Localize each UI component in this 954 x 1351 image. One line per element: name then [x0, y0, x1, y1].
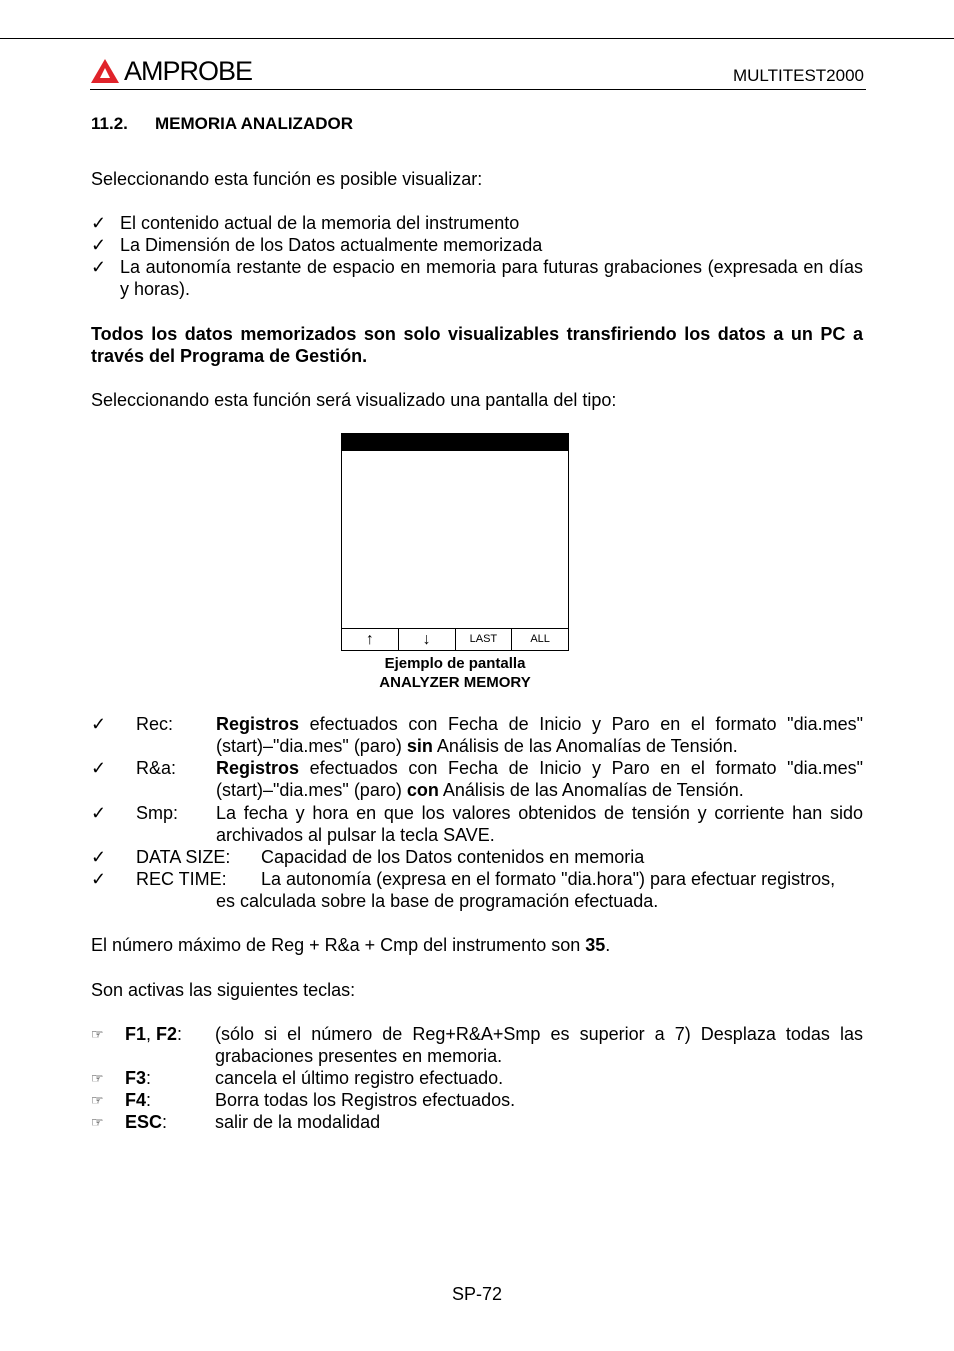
check-icon: ✓ — [91, 803, 107, 823]
check-icon: ✓ — [91, 758, 107, 778]
model-name: MULTITEST2000 — [732, 66, 864, 85]
definition-rectime-cont: es calculada sobre la base de programación efectuada. — [216, 891, 659, 911]
section-number: 11.2. — [91, 114, 128, 133]
intro-paragraph: Seleccionando esta función es posible visualizar: — [91, 169, 483, 189]
softkey-all: ALL — [530, 633, 550, 645]
check-list — [91, 212, 863, 300]
key-f3: ☞ F3: cancela el último registro efectuado. — [91, 1068, 504, 1088]
page-number: SP-72 — [451, 1284, 503, 1304]
check-icon: ✓ — [91, 847, 107, 867]
list-item: ✓ El contenido actual de la memoria del instrumento — [91, 213, 520, 233]
screen-intro: Seleccionando esta función será visualizado una pantalla del tipo: — [91, 390, 617, 410]
check-icon: ✓ — [91, 869, 107, 889]
section-heading: MEMORIA ANALIZADOR — [155, 114, 353, 133]
screen-softkeys — [342, 628, 568, 650]
check-icon: ✓ — [91, 257, 107, 277]
check-icon: ✓ — [91, 235, 107, 255]
brand-logo — [90, 56, 252, 86]
screen-example — [341, 433, 569, 651]
screen-caption: Ejemplo de pantalla ANALYZER MEMORY — [379, 655, 531, 691]
definition-smp: ✓ Smp: La fecha y hora en que los valores obtenidos de tensión y corriente han sido archivados al pulsar la tecla SAVE. — [91, 803, 863, 845]
header-rule — [90, 89, 866, 90]
section-title — [91, 114, 353, 134]
pointing-hand-icon: ☞ — [91, 1092, 104, 1108]
check-icon: ✓ — [91, 213, 107, 233]
pointing-hand-icon: ☞ — [91, 1026, 104, 1042]
list-item: ✓ La autonomía restante de espacio en memoria para futuras grabaciones (expresada en días y horas). — [91, 257, 863, 299]
softkey-down: ↓ — [399, 629, 456, 650]
note-bold: Todos los datos memorizados son solo visualizables transfiriendo los datos a un PC a través del Programa de Gestión. — [91, 324, 863, 366]
definition-rec: ✓ Rec: Registros efectuados con Fecha de Inicio y Paro en el formato "dia.mes" (start)–"dia.mes" (paro) sin Análisis de las Anomalías de Tensión. — [91, 714, 863, 756]
brand-name: AMPROBE — [124, 55, 253, 86]
key-f1-f2: ☞ F1, F2: (sólo si el número de Reg+R&A+Smp es superior a 7) Desplaza todas las grabaciones presentes en memoria. — [91, 1024, 863, 1066]
top-rule — [0, 38, 954, 39]
pointing-hand-icon: ☞ — [91, 1070, 104, 1086]
softkey-last: LAST — [456, 629, 513, 650]
definition-datasize: ✓ DATA SIZE: Capacidad de los Datos contenidos en memoria — [91, 847, 645, 867]
max-paragraph: El número máximo de Reg + R&a + Cmp del instrumento son 35. — [91, 935, 611, 955]
warning-triangle-icon — [90, 58, 120, 84]
key-f4: ☞ F4: Borra todas los Registros efectuados. — [91, 1090, 516, 1110]
key-esc: ☞ ESC: salir de la modalidad — [91, 1112, 381, 1132]
softkey-up: ↑ — [342, 629, 399, 650]
check-icon: ✓ — [91, 714, 107, 734]
definition-rectime: ✓ REC TIME: La autonomía (expresa en el formato "dia.hora") para efectuar registros, — [91, 869, 836, 889]
list-item: ✓ La Dimensión de los Datos actualmente memorizada — [91, 235, 543, 255]
definition-ra: ✓ R&a: Registros efectuados con Fecha de Inicio y Paro en el formato "dia.mes" (start)–"dia.mes" (paro) con Análisis de las Anomalías de Tensión. — [91, 758, 863, 800]
screen-title-bar — [342, 434, 568, 451]
keys-intro: Son activas las siguientes teclas: — [91, 980, 356, 1000]
pointing-hand-icon: ☞ — [91, 1114, 104, 1130]
